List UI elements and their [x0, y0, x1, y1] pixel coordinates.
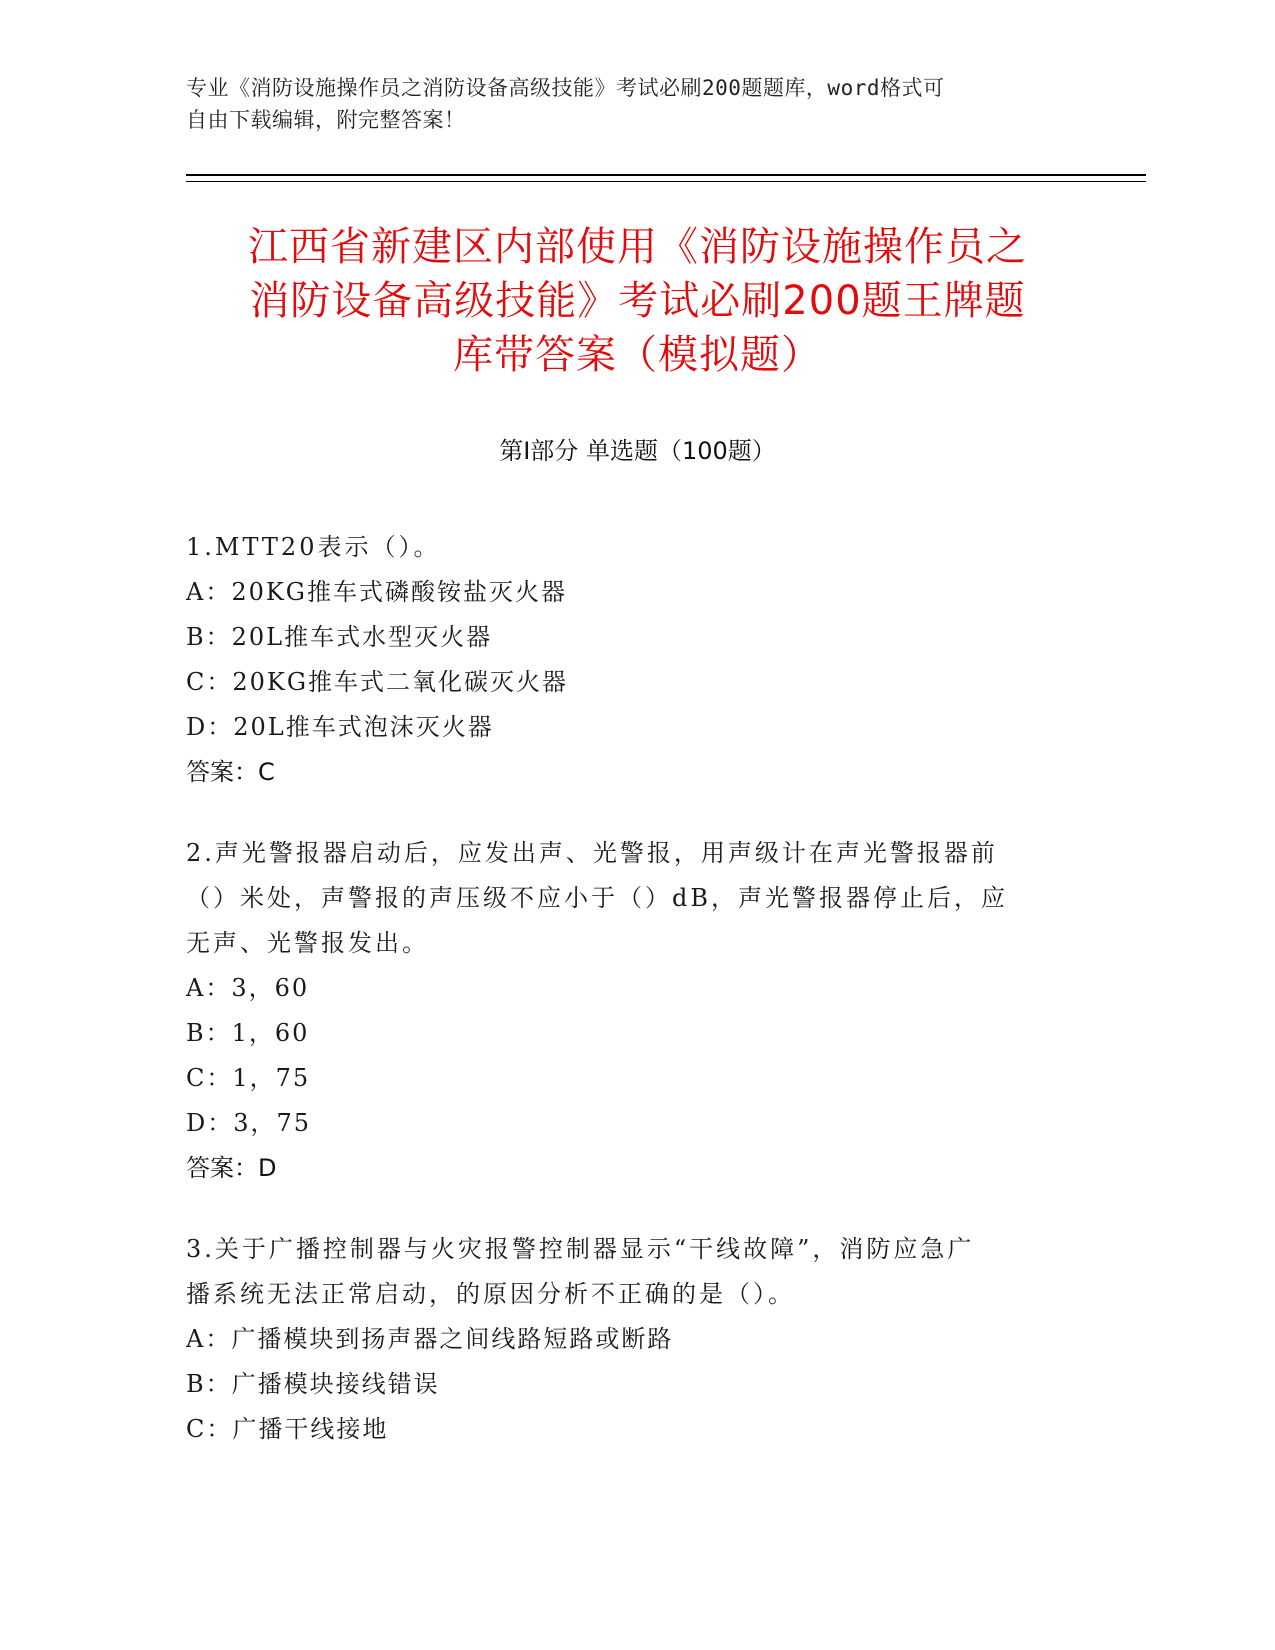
header-divider-thin: [186, 181, 1146, 182]
answer-label: 答案：C: [186, 758, 275, 786]
question-stem-line-2: 播系统无法正常启动，的原因分析不正确的是（）。: [186, 1280, 795, 1308]
title-line-1: 江西省新建区内部使用《消防设施操作员之: [248, 224, 1027, 270]
title-line-2: 消防设备高级技能》考试必刷200题王牌题: [249, 278, 1026, 324]
section-heading: 第Ⅰ部分 单选题（100题）: [499, 437, 776, 465]
option-c: C：20KG推车式二氧化碳灭火器: [186, 668, 569, 696]
option-a: A：3，60: [186, 974, 310, 1002]
option-b: B：1，60: [186, 1019, 310, 1047]
header-note-line-1: 专业《消防设施操作员之消防设备高级技能》考试必刷200题题库，word格式可: [186, 76, 945, 100]
answer-label: 答案：D: [186, 1154, 277, 1182]
question-stem-line-2: （）米处，声警报的声压级不应小于（）dB，声光警报器停止后，应: [186, 884, 1008, 912]
option-a: A：20KG推车式磷酸铵盐灭火器: [186, 578, 567, 606]
question-1: [186, 525, 1066, 795]
header-note-line-2: 自由下载编辑，附完整答案！: [186, 108, 466, 132]
header-note: [186, 72, 1066, 136]
option-b: B：20L推车式水型灭火器: [186, 623, 493, 651]
option-c: C：1，75: [186, 1064, 311, 1092]
question-list: [186, 525, 1066, 1488]
document-title: [180, 220, 1095, 382]
option-c: C：广播干线接地: [186, 1415, 389, 1443]
question-stem-line-1: 3.关于广播控制器与火灾报警控制器显示“干线故障”，消防应急广: [186, 1235, 975, 1263]
question-2: [186, 831, 1066, 1191]
option-a: A：广播模块到扬声器之间线路短路或断路: [186, 1325, 674, 1353]
option-d: D：3，75: [186, 1109, 312, 1137]
question-stem: 1.MTT20表示（）。: [186, 533, 441, 561]
header-divider-thick: [186, 174, 1146, 176]
question-3: [186, 1227, 1066, 1452]
question-stem-line-1: 2.声光警报器启动后，应发出声、光警报，用声级计在声光警报器前: [186, 839, 998, 867]
option-d: D：20L推车式泡沫灭火器: [186, 713, 494, 741]
question-stem-line-3: 无声、光警报发出。: [186, 929, 429, 957]
option-b: B：广播模块接线错误: [186, 1370, 440, 1398]
title-line-3: 库带答案（模拟题）: [453, 332, 822, 378]
